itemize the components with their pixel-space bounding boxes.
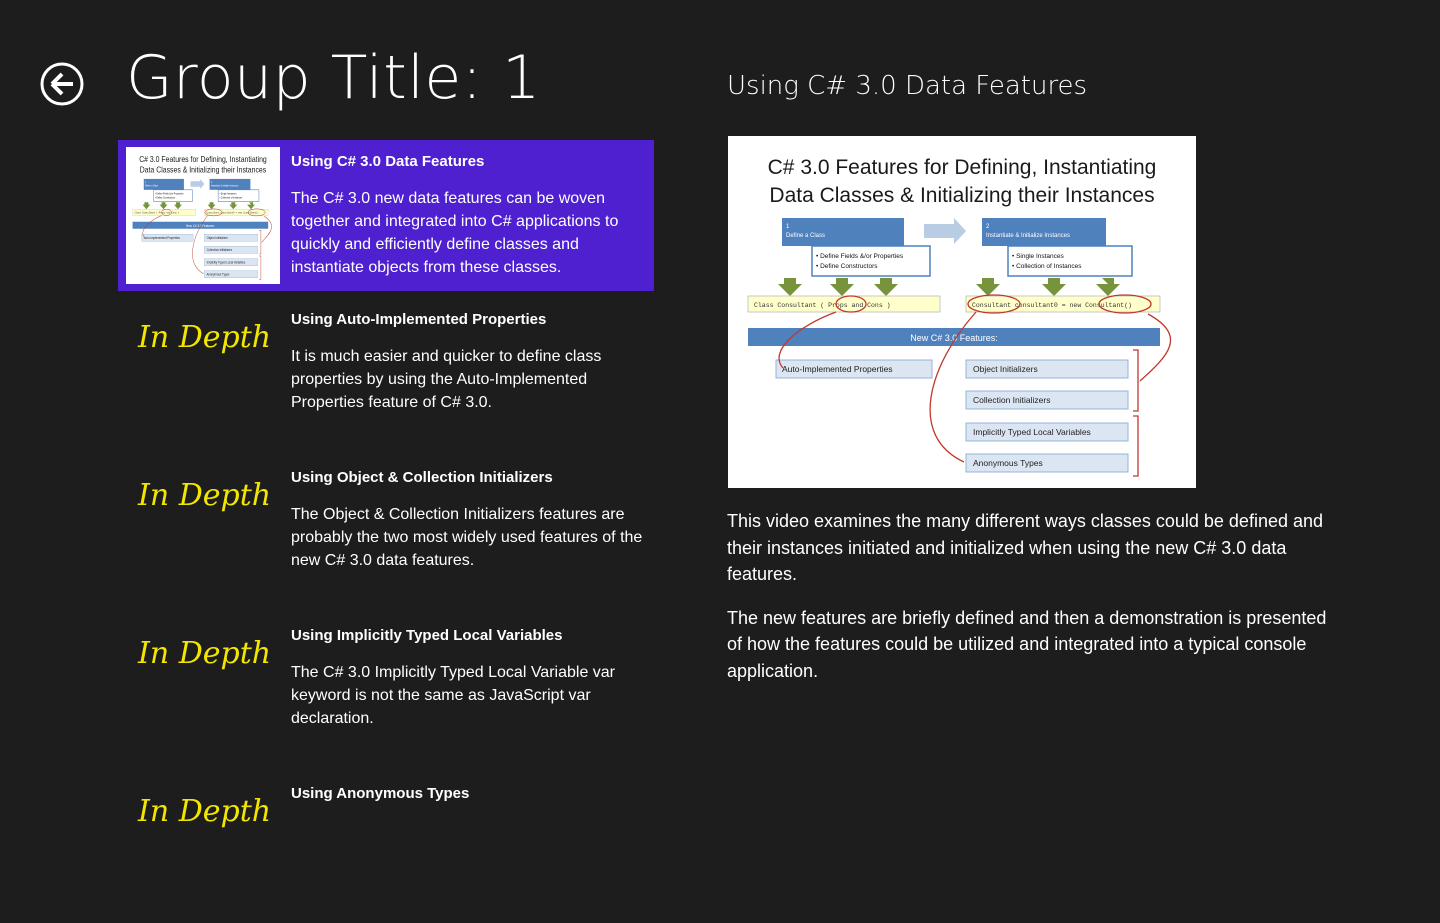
detail-slide-image [728,136,1196,488]
svg-text:In Depth: In Depth [138,478,272,513]
detail-title: Using C# 3.0 Data Features [727,71,1088,101]
back-arrow-circle-icon [42,64,82,104]
in-depth-badge [118,622,290,678]
item-list [118,140,654,829]
in-depth-badge [118,464,290,520]
item-title: Using Auto-Implemented Properties [291,311,547,328]
item-description: It is much easier and quicker to define class properties by using the Auto-Implemented Properties feature of C# 3.0. [291,348,602,411]
list-item[interactable] [118,772,654,923]
list-item[interactable] [118,614,654,765]
item-title: Using C# 3.0 Data Features [291,153,485,170]
list-item[interactable] [118,140,654,291]
item-title: Using Object & Collection Initializers [291,469,553,486]
detail-paragraph: The new features are briefly defined and then a demonstration is presented of how the features could be utilized and integrated into a typical console application. [727,607,1327,681]
list-item[interactable] [118,298,654,449]
item-description: The C# 3.0 new data features can be woven together and integrated into C# applications to quickly and efficiently define classes and instantiate objects from these classes. [291,190,619,276]
back-button[interactable] [40,62,84,106]
item-title: Using Implicitly Typed Local Variables [291,627,563,644]
item-description: The C# 3.0 Implicitly Typed Local Variable var keyword is not the same as JavaScript var declaration. [291,664,616,727]
list-item[interactable] [118,456,654,607]
detail-body [727,508,1327,701]
detail-paragraph: This video examines the many different ways classes could be defined and their instances initiated and initialized when using the new C# 3.0 data features. [727,511,1324,584]
item-description: The Object & Collection Initializers features are probably the two most widely used features of the new C# 3.0 data features. [291,506,643,569]
page-title: Group Title: 1 [126,43,541,113]
in-depth-badge [118,780,290,836]
svg-text:In Depth: In Depth [138,636,272,671]
svg-text:In Depth: In Depth [138,320,272,355]
svg-text:In Depth: In Depth [138,794,272,829]
item-title: Using Anonymous Types [291,785,470,802]
item-thumbnail [126,147,280,284]
in-depth-badge [118,306,290,362]
